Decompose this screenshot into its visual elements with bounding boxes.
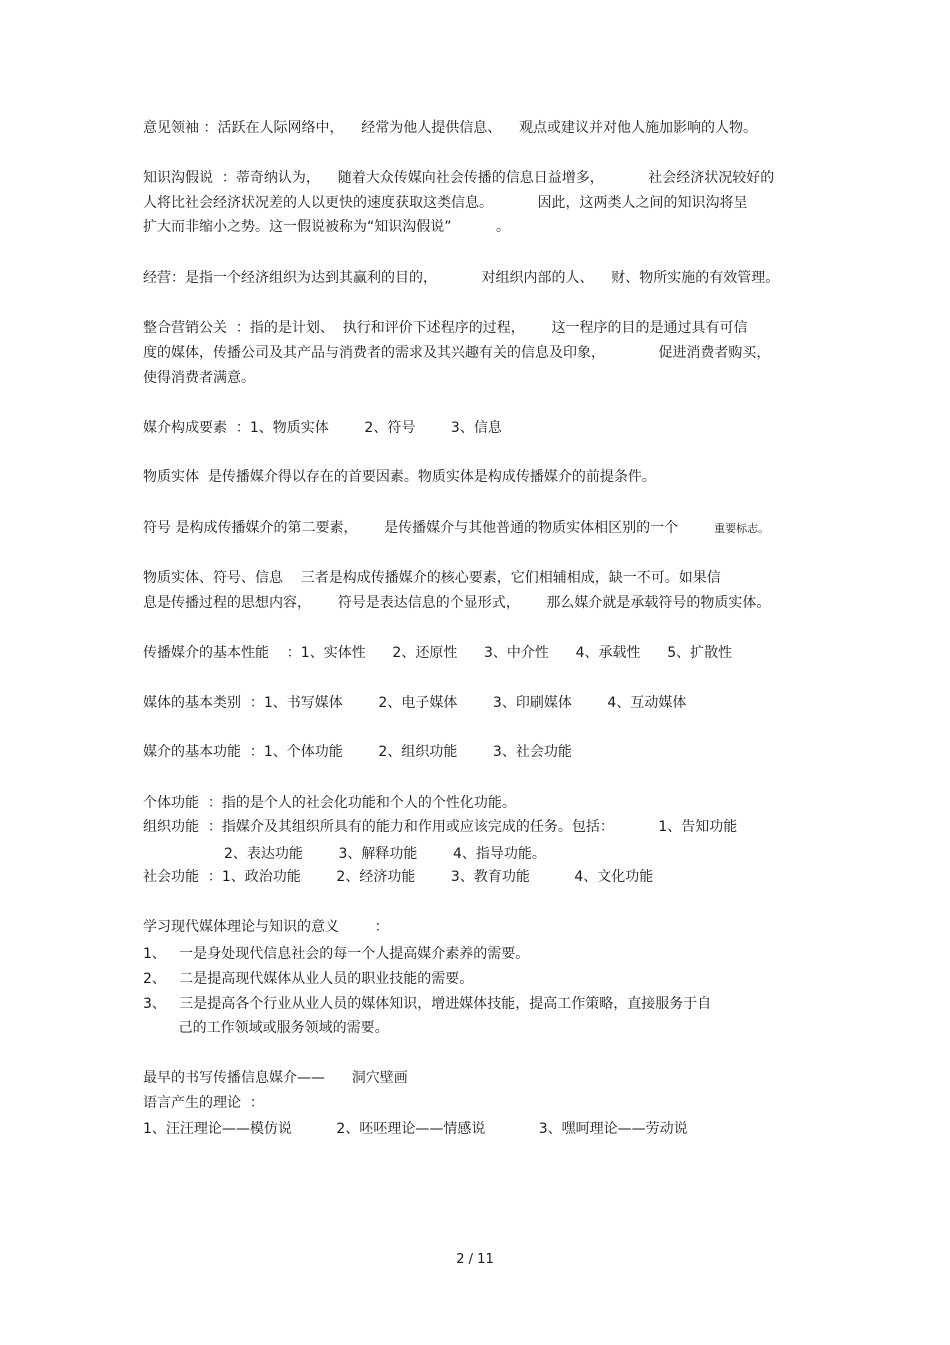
media-properties: 传播媒介的基本性能 ：1、实体性 2、还原性 3、中介性 4、承载性 5、扩散性 [143,645,733,661]
opinion-leader-definition: 意见领袖 ：活跃在人际网络中， 经常为他人提供信息、 观点或建议并对他人施加影响的人物。 [143,120,758,136]
three-elements-line-2: 息是传播过程的思想内容， 符号是表达信息的个显形式， 那么媒介就是承载符号的物质实体。 [143,595,771,611]
imc-line-1: 整合营销公关 ：指的是计划、 执行和评价下述程序的过程， 这一程序的目的是通过具有可信 [143,320,748,336]
management-definition: 经营：是指一个经济组织为达到其赢利的目的， 对组织内部的人、 财、物所实施的有效管理。 [143,270,780,286]
symbol-definition [143,519,769,538]
three-elements-line-1: 物质实体、符号、信息 三者是构成传播媒介的核心要素，它们相辅相成，缺一不可。如果信 [143,570,721,586]
page-number: 2 / 11 [456,1252,494,1267]
knowledge-gap-line-1: 知识沟假说 ：蒂奇纳认为， 随着大众传媒向社会传播的信息日益增多， 社会经济状况较好的 [143,170,775,186]
language-theories: 1、汪汪理论——模仿说 2、呸呸理论——情感说 3、嘿呵理论——劳动说 [143,1121,688,1137]
significance-item-3-cont: 己的工作领域或服务领域的需要。 [143,1020,389,1036]
earliest-media: 最早的书写传播信息媒介—— 洞穴壁画 [143,1070,408,1086]
significance-item-1: 1、 一是身处现代信息社会的每一个人提高媒介素养的需要。 [143,946,530,962]
imc-line-3: 使得消费者满意。 [143,370,255,386]
symbol-tail: 重要标志。 [714,522,770,535]
org-function-continued: 2、表达功能 3、解释功能 4、指导功能。 [224,846,546,862]
media-types: 媒体的基本类别 ：1、书写媒体 2、电子媒体 3、印刷媒体 4、互动媒体 [143,695,687,711]
knowledge-gap-line-2: 人将比社会经济状况差的人以更快的速度获取这类信息。 因此，这两类人之间的知识沟将呈 [143,195,748,211]
media-functions: 媒介的基本功能 ：1、个体功能 2、组织功能 3、社会功能 [143,744,572,760]
knowledge-gap-line-3: 扩大而非缩小之势。这一假说被称为“知识沟假说” 。 [143,219,511,235]
significance-item-2: 2、 二是提高现代媒体从业人员的职业技能的需要。 [143,971,474,987]
org-function: 组织功能 ：指媒介及其组织所具有的能力和作用或应该完成的任务。包括： 1、告知功能 [143,819,738,835]
social-function: 社会功能 ：1、政治功能 2、经济功能 3、教育功能 4、文化功能 [143,869,654,885]
individual-function: 个体功能 ：指的是个人的社会化功能和个人的个性化功能。 [143,795,516,811]
significance-title: 学习现代媒体理论与知识的意义 ： [143,919,389,935]
language-theory-title: 语言产生的理论 ： [143,1095,264,1111]
symbol-main: 符号 是构成传播媒介的第二要素， 是传播媒介与其他普通的物质实体相区别的一个 [143,520,679,536]
physical-entity-definition: 物质实体 是传播媒介得以存在的首要因素。物质实体是构成传播媒介的前提条件。 [143,469,656,485]
significance-item-3: 3、 三是提高各个行业从业人员的媒体知识，增进媒体技能，提高工作策略，直接服务于自 [143,996,712,1012]
media-elements: 媒介构成要素 ：1、物质实体 2、符号 3、信息 [143,420,502,436]
imc-line-2: 度的媒体，传播公司及其产品与消费者的需求及其兴趣有关的信息及印象， 促进消费者购买， [143,345,771,361]
